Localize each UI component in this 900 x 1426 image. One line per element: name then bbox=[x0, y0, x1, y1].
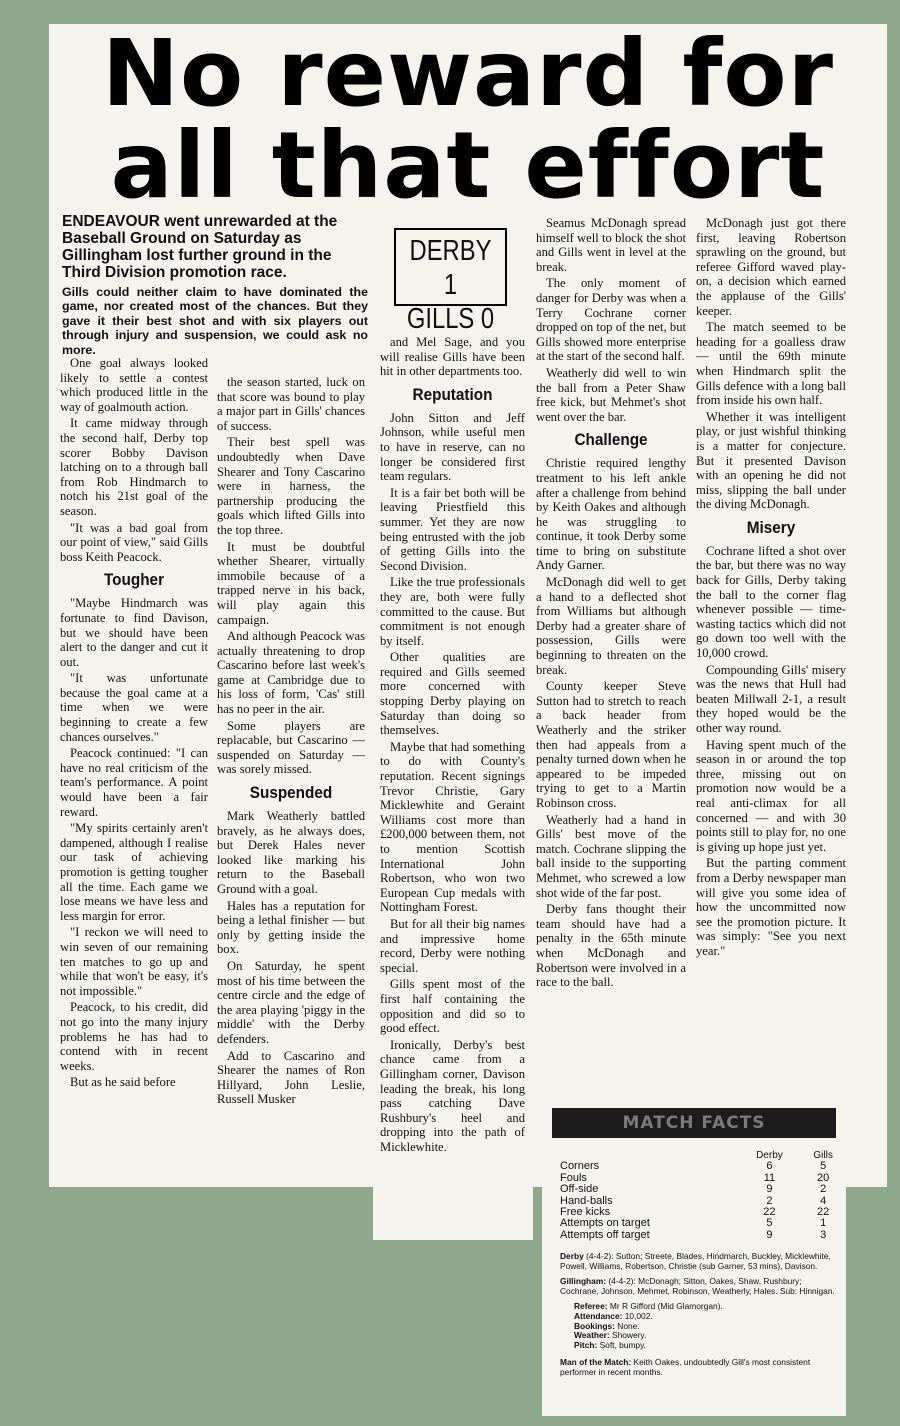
paragraph: "Maybe Hindmarch was fortunate to find Davison, but we should have been alert to the danger and cut it out. bbox=[60, 596, 208, 669]
referee-line: Referee: Mr R Gifford (Mid Glamorgan). bbox=[574, 1301, 723, 1312]
paragraph: County keeper Steve Sutton had to stretch to reach a back header from Weatherly and the striker then had appeals from a penalty turned down when he appeared to be impeded trying to get to a Martin Robinson cross. bbox=[536, 679, 686, 810]
paragraph: Their best spell was undoubtedly when Dave Shearer and Tony Cascarino were in harness, the partnership producing the goals which lifted Gills into the top three. bbox=[217, 435, 365, 537]
score-away: GILLS 0 bbox=[406, 303, 495, 335]
table-row bbox=[560, 1230, 850, 1241]
column-3 bbox=[380, 335, 525, 1156]
paragraph: On Saturday, he spent most of his time between the centre circle and the edge of the area playing 'piggy in the middle' with the Derby defenders. bbox=[217, 958, 365, 1046]
intro bbox=[62, 213, 368, 357]
stat-derby: 9 bbox=[766, 1228, 773, 1241]
match-lineups bbox=[560, 1252, 842, 1384]
stat-derby: 9 bbox=[766, 1183, 773, 1196]
paragraph: McDonagh did well to get a hand to a deflected shot from Williams but although Derby had a greater share of possession, Gills were beginning to threaten on the break. bbox=[536, 575, 686, 677]
paragraph: Mark Weatherly battled bravely, as he always does, but Derek Hales never looked like marking his return to the Baseball Ground with a goal. bbox=[217, 809, 365, 896]
paragraph: "It was unfortunate because the goal came at a time when we were beginning to create a few chances ourselves." bbox=[60, 671, 208, 744]
stat-derby: 2 bbox=[766, 1194, 773, 1207]
paragraph: Peacock, to his credit, did not go into the many injury problems he has had to contend with in recent weeks. bbox=[60, 1000, 208, 1073]
column-1 bbox=[60, 356, 208, 1092]
paragraph: It must be doubtful whether Shearer, virtually immobile because of a trapped nerve in his back, will play again this campaign. bbox=[217, 539, 365, 627]
headline-line-2: all that effort bbox=[110, 112, 826, 219]
stat-label: Attempts off target bbox=[560, 1228, 650, 1241]
paragraph: It is a fair bet both will be leaving Priestfield this summer. Yet they are now being entrusted with the job of getting Gills into the Second Division. bbox=[380, 485, 525, 573]
stats-header-row bbox=[560, 1150, 850, 1161]
paragraph: Weatherly had a hand in Gills' best move of the match. Cochrane slipping the ball inside to the supporting Mehmet, who screwed a low shot wide of the far post. bbox=[536, 812, 686, 900]
stat-gills: 22 bbox=[817, 1206, 830, 1219]
stat-gills: 5 bbox=[820, 1160, 827, 1173]
subhead-misery: Misery bbox=[746, 517, 796, 537]
stat-derby: 5 bbox=[766, 1217, 773, 1230]
paragraph: Weatherly did well to win the ball from a Peter Shaw free kick, but Mehmet's shot went over the bar. bbox=[536, 365, 686, 424]
column-5 bbox=[696, 216, 846, 961]
paragraph: the season started, luck on that score was bound to play a major part in Gills' chances of success. bbox=[217, 375, 365, 433]
stat-derby: 6 bbox=[766, 1160, 773, 1173]
stat-label: Hand-balls bbox=[560, 1194, 613, 1207]
motm-text: Keith Oakes, undoubtedly Gill's most consistent performer in recent months. bbox=[560, 1357, 811, 1377]
paragraph: And although Peacock was actually threatening to drop Cascarino before last week's game at Cambridge due to his loss of form, 'Cas' still has no peer in the air. bbox=[217, 629, 365, 717]
stat-label: Off-side bbox=[560, 1183, 599, 1196]
stat-gills: 1 bbox=[820, 1217, 827, 1230]
gills-lineup-label: Gillingham: bbox=[560, 1276, 607, 1287]
paragraph: and Mel Sage, and you will realise Gills have been hit in other departments too. bbox=[380, 335, 525, 379]
paragraph: McDonagh just got there first, leaving Robertson sprawling on the ground, but referee Gifford waved play-on, a decision which earned the applause of the Gills' keeper. bbox=[696, 216, 846, 318]
header-derby: Derby bbox=[756, 1150, 783, 1161]
paragraph: But the parting comment from a Derby newspaper man will give you some idea of how the uncommitted now see the promotion picture. It was simply: "See you next year." bbox=[696, 856, 846, 958]
paragraph: Whether it was intelligent play, or just wishful thinking is a matter for conjecture. But it presented Davison with an opening he did not miss, slipping the ball under the diving McDonagh. bbox=[696, 409, 846, 512]
paragraph: But for all their big names and impressive home record, Derby were nothing special. bbox=[380, 916, 525, 975]
stat-gills: 3 bbox=[820, 1228, 827, 1241]
paragraph: Maybe that had something to do with County's reputation. Recent signings Trevor Christie, Gary Micklewhite and Geraint Williams cost more than £200,000 between them, not to mention Scottish International John Robertson, who won two European Cup medals with Nottingham Forest. bbox=[380, 739, 525, 915]
paragraph: Some players are replacable, but Cascarino — suspended on Saturday — was sorely missed. bbox=[217, 718, 365, 777]
intro-lead: ENDEAVOUR went unrewarded at the Baseball Ground on Saturday as Gillingham lost further ground in the Third Division promotion race. bbox=[62, 213, 338, 281]
paragraph: One goal always looked likely to settle a contest which produced little in the way of goalmouth action. bbox=[60, 356, 208, 414]
stat-label: Free kicks bbox=[560, 1206, 611, 1219]
subhead-reputation: Reputation bbox=[412, 384, 493, 404]
table-row bbox=[560, 1173, 850, 1184]
paragraph: The only moment of danger for Derby was when a Terry Cochrane corner dropped on top of the net, but Gills showed more enterprise at the start of the second half. bbox=[536, 276, 686, 364]
column-4 bbox=[536, 216, 686, 992]
stat-derby: 11 bbox=[763, 1171, 776, 1184]
score-box bbox=[394, 228, 507, 335]
paragraph: Cochrane lifted a shot over the bar, but there was no way back for Gills, Derby taking the ball to the corner flag whenever possible — time-wasting tactics which did not go down too well with the 10,000 crowd. bbox=[696, 543, 846, 661]
subhead-suspended: Suspended bbox=[249, 783, 333, 803]
paragraph: Derby fans thought their team should have had a penalty in the 65th minute when McDonagh and Robertson were involved in a race to the ball. bbox=[536, 902, 686, 990]
stat-gills: 20 bbox=[817, 1171, 830, 1184]
headline bbox=[52, 20, 884, 219]
intro-standfirst: Gills could neither claim to have dominated the game, nor created most of the chances. But they gave it their best shot and with six players out through injury and suspension, we could ask no more. bbox=[62, 285, 368, 357]
bookings-line: Bookings: None. bbox=[574, 1320, 640, 1331]
derby-lineup-label: Derby bbox=[560, 1251, 584, 1261]
stat-label: Corners bbox=[560, 1160, 600, 1173]
score-home: DERBY 1 bbox=[409, 235, 492, 301]
paragraph: But as he said before bbox=[70, 1075, 176, 1090]
gills-lineup-text: (4-4-2): McDonagh; Sitton, Oakes, Shaw, Rushbury; Cochrane, Johnson, Mehmet, Robinson, Weatherly, Hales. Sub: Hinnigan. bbox=[560, 1276, 835, 1296]
table-row bbox=[560, 1161, 850, 1172]
paragraph: Ironically, Derby's best chance came from a Gillingham corner, Davison leading the break, his long pass catching Dave Rushbury's heel and dropping into the path of Micklewhite. bbox=[380, 1037, 525, 1154]
derby-lineup-text: (4-4-2): Sutton; Streete, Blades, Hindmarch, Buckley, Micklewhite, Powell, Williams, Robertson, Christie (sub Garner, 53 mins), Davison. bbox=[560, 1251, 831, 1271]
paragraph: Seamus McDonagh spread himself well to block the shot and Gills went in level at the break. bbox=[536, 216, 686, 274]
subhead-challenge: Challenge bbox=[574, 430, 648, 450]
gills-lineup bbox=[560, 1277, 842, 1296]
paragraph: It came midway through the second half, Derby top scorer Bobby Davison latching on to a through ball from Rob Hindmarch to notch his 21st goal of the season. bbox=[60, 416, 208, 518]
motm-label: Man of the Match: bbox=[560, 1357, 632, 1368]
stat-gills: 2 bbox=[820, 1183, 827, 1196]
attendance-line: Attendance: 10,002. bbox=[574, 1310, 653, 1321]
paragraph: Gills spent most of the first half containing the opposition and did so to good effect. bbox=[380, 977, 525, 1036]
weather-line: Weather: Showery. bbox=[574, 1330, 647, 1341]
paragraph: "My spirits certainly aren't dampened, although I realise our task of achieving promotion is getting tougher all the time. Each game we lose means we have less and less margin for error. bbox=[60, 821, 208, 923]
paragraph: Like the true professionals they are, both were fully committed to the cause. But commitment is not enough by itself. bbox=[380, 575, 525, 648]
stat-label: Attempts on target bbox=[560, 1217, 650, 1230]
table-row bbox=[560, 1184, 850, 1195]
stat-gills: 4 bbox=[820, 1194, 827, 1207]
article-clipping-tail bbox=[373, 1180, 533, 1240]
paragraph: Compounding Gills' misery was the news that Hull had beaten Millwall 2-1, a result they hoped would be the other way round. bbox=[696, 662, 846, 735]
paragraph: "It was a bad goal from our point of view," said Gills boss Keith Peacock. bbox=[60, 520, 208, 564]
paragraph: Other qualities are required and Gills seemed more concerned with stopping Derby playing on Saturday than doing so themselves. bbox=[380, 650, 525, 738]
match-stats-table bbox=[560, 1150, 850, 1241]
subhead-tougher: Tougher bbox=[103, 570, 165, 590]
paragraph: John Sitton and Jeff Johnson, while useful men to have in reserve, can no longer be considered first team regulars. bbox=[380, 410, 525, 484]
paragraph: Peacock continued: "I can have no real criticism of the team's performance. A point would have been a fair reward. bbox=[60, 746, 208, 819]
header-gills: Gills bbox=[813, 1150, 833, 1161]
pitch-line: Pitch: Soft, bumpy. bbox=[574, 1339, 646, 1350]
stat-derby: 22 bbox=[763, 1206, 776, 1219]
paragraph: The match seemed to be heading for a goalless draw — until the 69th minute when Hindmarch split the Gills defence with a long ball from inside his own half. bbox=[696, 320, 846, 408]
derby-lineup bbox=[560, 1252, 842, 1271]
paragraph: "I reckon we will need to win seven of our remaining ten matches to go up and while that won't be easy, it's not impossible." bbox=[60, 925, 208, 998]
paragraph: Christie required lengthy treatment to his left ankle after a challenge from behind by Keith Oakes and although he was struggling to continue, it took Derby some time to bring on substitute Andy Garner. bbox=[536, 456, 686, 573]
man-of-the-match bbox=[560, 1358, 842, 1377]
paragraph: Hales has a reputation for being a lethal finisher — but only by getting inside the box. bbox=[217, 898, 365, 957]
match-facts-banner: MATCH FACTS bbox=[552, 1108, 836, 1138]
paragraph: Having spent much of the season in or around the top three, missing out on promotion now would be a real anti-climax for all concerned — and with 30 points still to play for, no one is giving up hope just yet. bbox=[696, 737, 846, 854]
paragraph: Add to Cascarino and Shearer the names of Ron Hillyard, John Leslie, Russell Musker bbox=[217, 1048, 365, 1107]
headline-line-1: No reward for bbox=[102, 20, 834, 127]
stat-label: Fouls bbox=[560, 1171, 587, 1184]
column-2 bbox=[217, 375, 365, 1109]
